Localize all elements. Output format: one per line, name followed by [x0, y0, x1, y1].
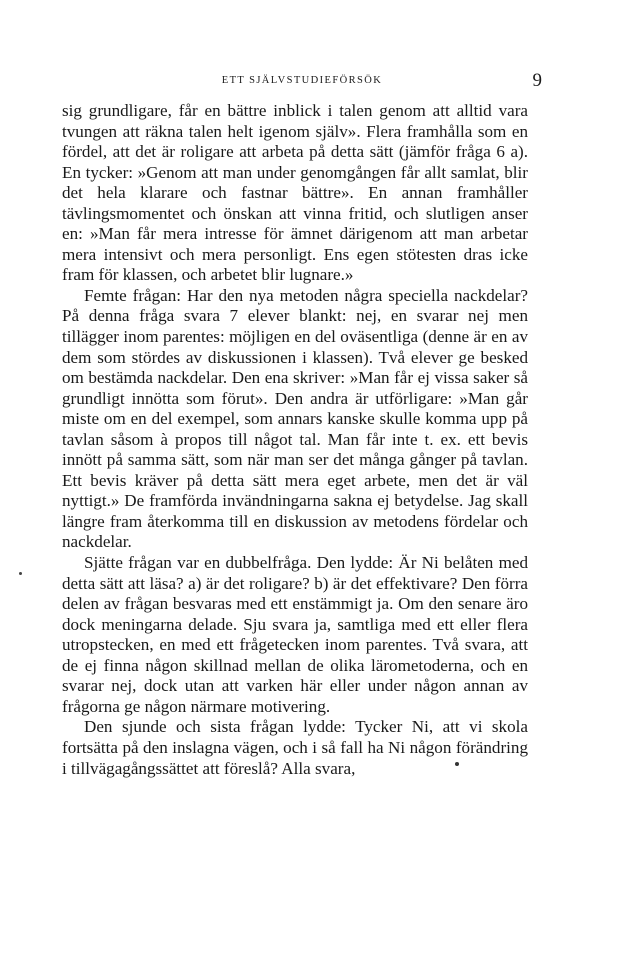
running-title: ETT SJÄLVSTUDIEFÖRSÖK [221, 75, 383, 86]
body-text [62, 101, 528, 779]
page-number: 9 [532, 70, 542, 91]
paragraph-fifth-question: Femte frågan: Har den nya metoden några speciella nackdelar? På denna fråga svara 7 elever blankt: nej, en svarar nej men tillägger inom parentes: möjligen en del oväsentliga (denne är en av dem som stördes av diskussionen i klassen). Två elever ge besked om bestämda nackdelar. Den ena skriver: »Man får ej vissa saker så grundligt innötta som förut». Den andra är utförligare: »Man går miste om en del exempel, som annars kanske skulle komma upp på tavlan såsom à propos till något tal. Man får inte t. ex. ett bevis innött på samma sätt, som när man ser det många gånger på tavlan. Ett bevis kräver på detta sätt mera eget arbete, men det är väl nyttigt.» De framförda invändningarna sakna ej betydelse. Jag skall längre fram återkomma till en diskussion av metodens fördelar och nackdelar. [62, 285, 528, 552]
paragraph-seventh-question: Den sjunde och sista frågan lydde: Tycker Ni, att vi skola fortsätta på den inslagna vägen, och i så fall ha Ni någon förändring i tillvägagångssättet att föreslå? Alla svara, [62, 717, 528, 778]
ink-speck-mark [455, 762, 459, 766]
running-head [62, 70, 542, 93]
paragraph-continued: sig grundligare, får en bättre inblick i talen genom att alltid vara tvungen att räkna talen helt igenom själv». Flera framhålla som en fördel, att det är roligare att arbeta på detta sätt (jämför fråga 6 a). En tycker: »Genom att man under genomgången får allt samlat, blir det hela klarare och fastnar bättre». En annan framhåller tävlingsmomentet och önskan att vinna fritid, och slutligen anser en: »Man får mera intresse för ämnet därigenom att man arbetar mera intensivt och mera personligt. Ens egen stötesten dras icke fram för klassen, och arbetet blir lugnare.» [62, 101, 528, 285]
paragraph-sixth-question: Sjätte frågan var en dubbelfråga. Den lydde: Är Ni belåten med detta sätt att läsa? a) är det roligare? b) är det effektivare? Den förra delen av frågan besvaras med ett enstämmigt ja. Om den senare äro dock meningarna delade. Sju svara ja, samtliga med ett eller flera utropstecken, en med ett frågetecken inom parentes. Två svara, att de ej finna någon skillnad mellan de olika lärometoderna, och en svarar nej, dock utan att varken här eller under någon annan av frågorna ge någon närmare motivering. [62, 553, 528, 716]
margin-speck-mark [19, 572, 22, 575]
